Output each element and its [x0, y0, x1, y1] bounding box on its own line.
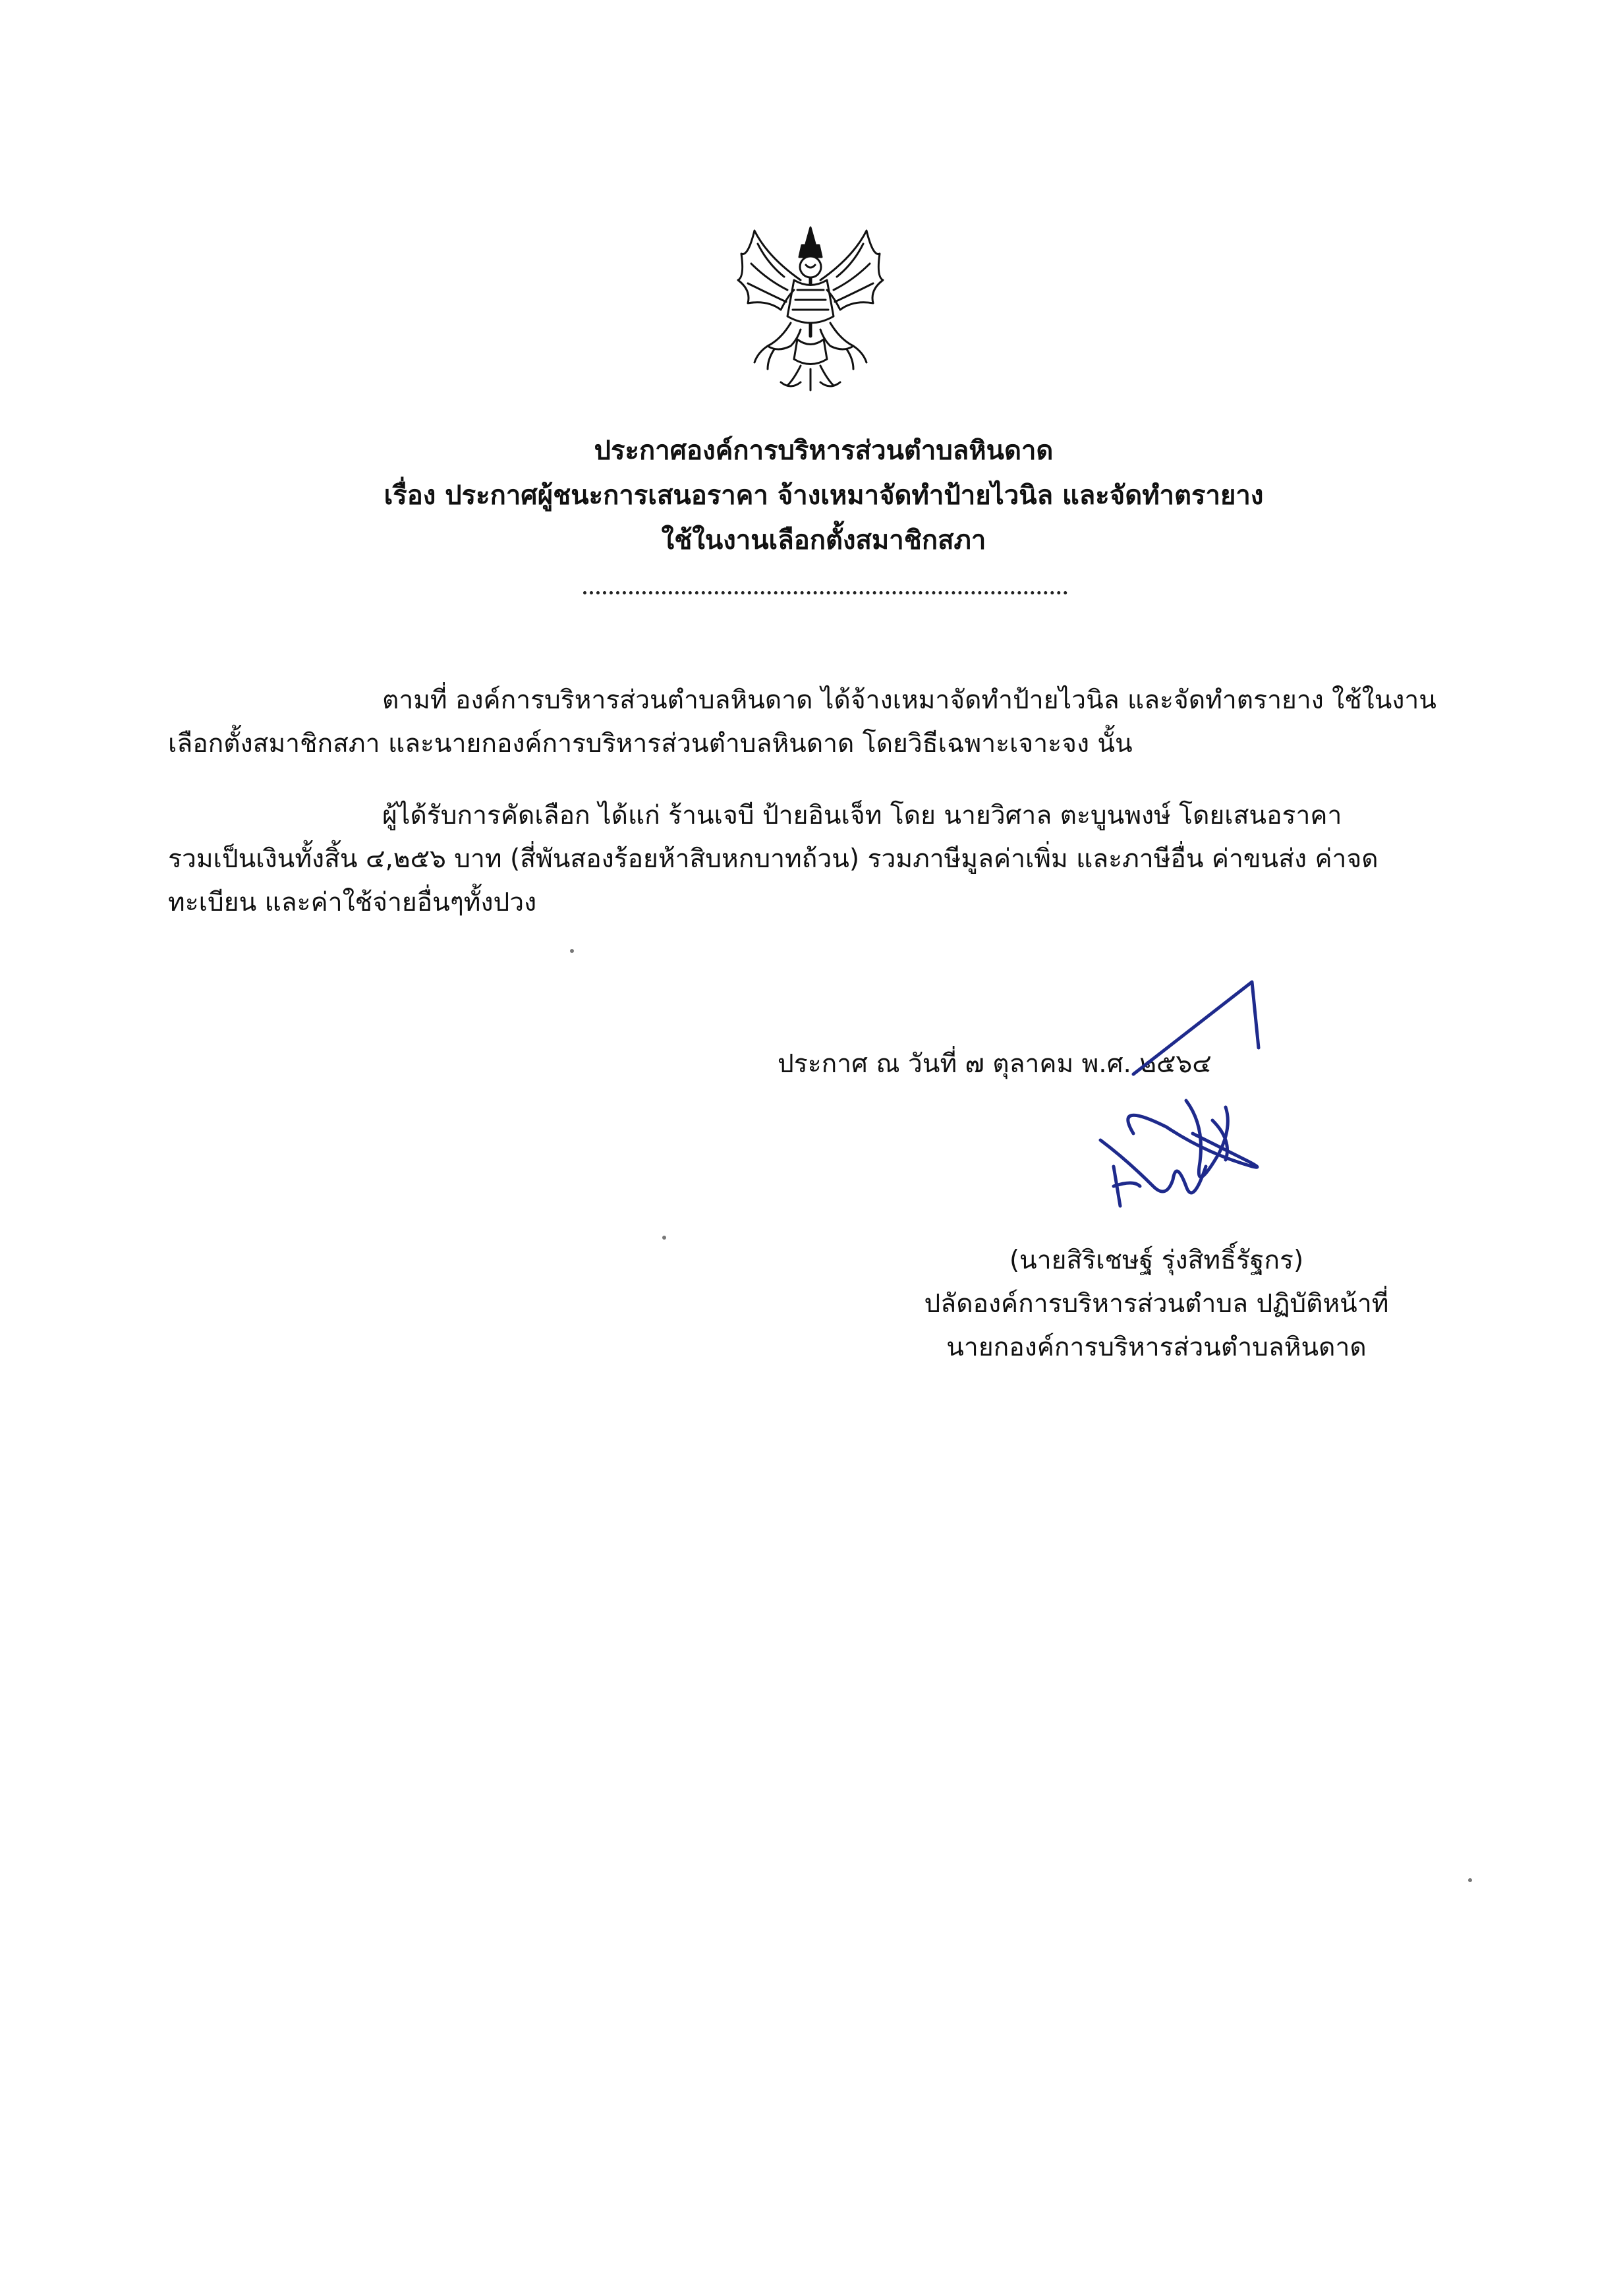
paragraph-winner: [168, 794, 1486, 925]
paragraph-line: ทะเบียน และค่าใช้จ่ายอื่นๆทั้งปวง: [168, 888, 537, 917]
title-line-organization: ประกาศองค์การบริหารส่วนตำบลหินดาด: [594, 436, 1054, 466]
scan-speck: [662, 1236, 666, 1240]
paragraph-background: [168, 679, 1486, 766]
scan-speck: [570, 949, 574, 953]
paragraph-line: ผู้ได้รับการคัดเลือก ได้แก่ ร้านเจบี ป้ายอินเจ็ท โดย นายวิศาล ตะบูนพงษ์ โดยเสนอราคา: [382, 801, 1342, 830]
title-line-subject: เรื่อง ประกาศผู้ชนะการเสนอราคา จ้างเหมาจัดทำป้ายไวนิล และจัดทำตรายาง: [383, 480, 1264, 511]
scan-speck: [1468, 1878, 1472, 1882]
paragraph-line: ตามที่ องค์การบริหารส่วนตำบลหินดาด ได้จ้างเหมาจัดทำป้ายไวนิล และจัดทำตรายาง ใช้ในงาน: [382, 685, 1436, 715]
announcement-date: ประกาศ ณ วันที่ ๗ ตุลาคม พ.ศ. ๒๕๖๔: [778, 1049, 1212, 1079]
title-line-subject-continued: ใช้ในงานเลือกตั้งสมาชิกสภา: [661, 525, 986, 556]
dotted-divider: [583, 583, 1067, 594]
signer-position-continued: นายกองค์การบริหารส่วนตำบลหินดาด: [946, 1333, 1367, 1362]
signer-name: (นายสิริเชษฐ์ รุ่งสิทธิ์รัฐกร): [1009, 1246, 1304, 1275]
paragraph-line: รวมเป็นเงินทั้งสิ้น ๔,๒๕๖ บาท (สี่พันสองร้อยห้าสิบหกบาทถ้วน) รวมภาษีมูลค่าเพิ่ม และภาษีอื่น ค่าขนส่ง ค่าจด: [168, 844, 1378, 874]
paragraph-line: เลือกตั้งสมาชิกสภา และนายกองค์การบริหารส่วนตำบลหินดาด โดยวิธีเฉพาะเจาะจง นั้น: [168, 729, 1133, 759]
announcement-title: [198, 428, 1450, 563]
signer-block: [876, 1239, 1436, 1369]
garuda-emblem-icon: [728, 217, 893, 395]
handwritten-signature-icon: [1035, 969, 1318, 1252]
signer-position: ปลัดองค์การบริหารส่วนตำบล ปฏิบัติหน้าที่: [924, 1289, 1389, 1319]
